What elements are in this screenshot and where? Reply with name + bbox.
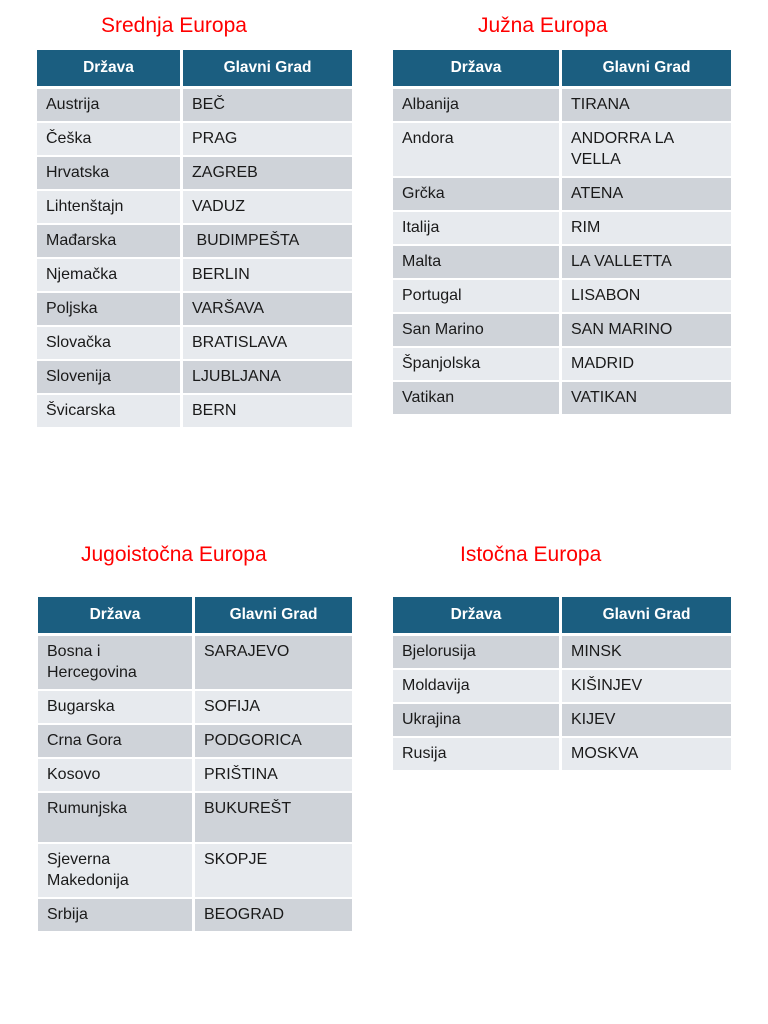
table-row — [393, 670, 731, 704]
capital-cell: SAN MARINO — [562, 314, 731, 348]
capital-cell: TIRANA — [562, 89, 731, 123]
table-row — [37, 361, 352, 395]
capital-cell: BUKUREŠT — [195, 793, 352, 844]
country-cell: Andora — [393, 123, 562, 178]
table-row — [393, 123, 731, 178]
table-row — [37, 259, 352, 293]
header-country: Država — [37, 50, 183, 89]
country-cell: Srbija — [38, 899, 195, 933]
capital-cell: ATENA — [562, 178, 731, 212]
capital-cell: SOFIJA — [195, 691, 352, 725]
table-row — [393, 246, 731, 280]
capital-cell: BERN — [183, 395, 352, 429]
capital-cell: SARAJEVO — [195, 636, 352, 691]
eastern-europe-title: Istočna Europa — [460, 543, 602, 566]
header-country: Država — [38, 597, 195, 636]
capital-cell: PRIŠTINA — [195, 759, 352, 793]
capital-cell: RIM — [562, 212, 731, 246]
country-cell: Njemačka — [37, 259, 183, 293]
capital-cell: SKOPJE — [195, 844, 352, 899]
country-cell: Albanija — [393, 89, 562, 123]
header-country: Država — [393, 50, 562, 89]
capital-cell: MINSK — [562, 636, 731, 670]
country-cell: Španjolska — [393, 348, 562, 382]
capital-cell: BERLIN — [183, 259, 352, 293]
capital-cell: BRATISLAVA — [183, 327, 352, 361]
eastern-europe-table — [393, 597, 731, 772]
capital-cell: KIŠINJEV — [562, 670, 731, 704]
country-cell: Rumunjska — [38, 793, 195, 844]
header-capital: Glavni Grad — [562, 50, 731, 89]
country-cell: Češka — [37, 123, 183, 157]
country-cell: Bosna i Hercegovina — [38, 636, 195, 691]
southern-europe-title: Južna Europa — [478, 14, 608, 37]
capital-cell: ZAGREB — [183, 157, 352, 191]
table-row — [38, 759, 352, 793]
country-cell: Ukrajina — [393, 704, 562, 738]
country-cell: Portugal — [393, 280, 562, 314]
header-capital: Glavni Grad — [562, 597, 731, 636]
country-cell: Slovenija — [37, 361, 183, 395]
table-row — [393, 178, 731, 212]
table-row — [393, 738, 731, 772]
table-row — [37, 293, 352, 327]
capital-cell: PODGORICA — [195, 725, 352, 759]
capital-cell: KIJEV — [562, 704, 731, 738]
table-row — [393, 212, 731, 246]
country-cell: Rusija — [393, 738, 562, 772]
table-row — [393, 382, 731, 416]
table-row — [393, 348, 731, 382]
capital-cell: BEČ — [183, 89, 352, 123]
table-row — [37, 123, 352, 157]
country-cell: Italija — [393, 212, 562, 246]
country-cell: San Marino — [393, 314, 562, 348]
southeastern-europe-title: Jugoistočna Europa — [81, 543, 267, 566]
capital-cell: LJUBLJANA — [183, 361, 352, 395]
table-row — [37, 157, 352, 191]
table-row — [38, 793, 352, 844]
header-capital: Glavni Grad — [183, 50, 352, 89]
header-country: Država — [393, 597, 562, 636]
country-cell: Sjeverna Makedonija — [38, 844, 195, 899]
country-cell: Slovačka — [37, 327, 183, 361]
southeastern-europe-table — [38, 597, 352, 933]
capital-cell: MOSKVA — [562, 738, 731, 772]
table-row — [393, 89, 731, 123]
table-row — [38, 844, 352, 899]
capital-cell: BEOGRAD — [195, 899, 352, 933]
country-cell: Lihtenštajn — [37, 191, 183, 225]
country-cell: Moldavija — [393, 670, 562, 704]
capital-cell: LISABON — [562, 280, 731, 314]
table-row — [37, 395, 352, 429]
table-row — [393, 280, 731, 314]
country-cell: Crna Gora — [38, 725, 195, 759]
table-row — [38, 899, 352, 933]
southern-europe-table — [393, 50, 731, 416]
central-europe-title: Srednja Europa — [101, 14, 247, 37]
table-row — [393, 636, 731, 670]
country-cell: Malta — [393, 246, 562, 280]
country-cell: Hrvatska — [37, 157, 183, 191]
header-capital: Glavni Grad — [195, 597, 352, 636]
capital-cell: VARŠAVA — [183, 293, 352, 327]
capital-cell: MADRID — [562, 348, 731, 382]
country-cell: Austrija — [37, 89, 183, 123]
country-cell: Kosovo — [38, 759, 195, 793]
country-cell: Poljska — [37, 293, 183, 327]
country-cell: Grčka — [393, 178, 562, 212]
table-row — [37, 327, 352, 361]
country-cell: Bjelorusija — [393, 636, 562, 670]
table-row — [38, 636, 352, 691]
table-row — [37, 89, 352, 123]
table-row — [37, 191, 352, 225]
capital-cell: ANDORRA LA VELLA — [562, 123, 731, 178]
table-row — [38, 725, 352, 759]
table-row — [38, 691, 352, 725]
capital-cell: VATIKAN — [562, 382, 731, 416]
country-cell: Vatikan — [393, 382, 562, 416]
capital-cell: BUDIMPEŠTA — [183, 225, 352, 259]
central-europe-table — [37, 50, 352, 429]
table-row — [393, 704, 731, 738]
capital-cell: VADUZ — [183, 191, 352, 225]
country-cell: Švicarska — [37, 395, 183, 429]
capital-cell: PRAG — [183, 123, 352, 157]
table-row — [393, 314, 731, 348]
country-cell: Bugarska — [38, 691, 195, 725]
country-cell: Mađarska — [37, 225, 183, 259]
capital-cell: LA VALLETTA — [562, 246, 731, 280]
table-row — [37, 225, 352, 259]
